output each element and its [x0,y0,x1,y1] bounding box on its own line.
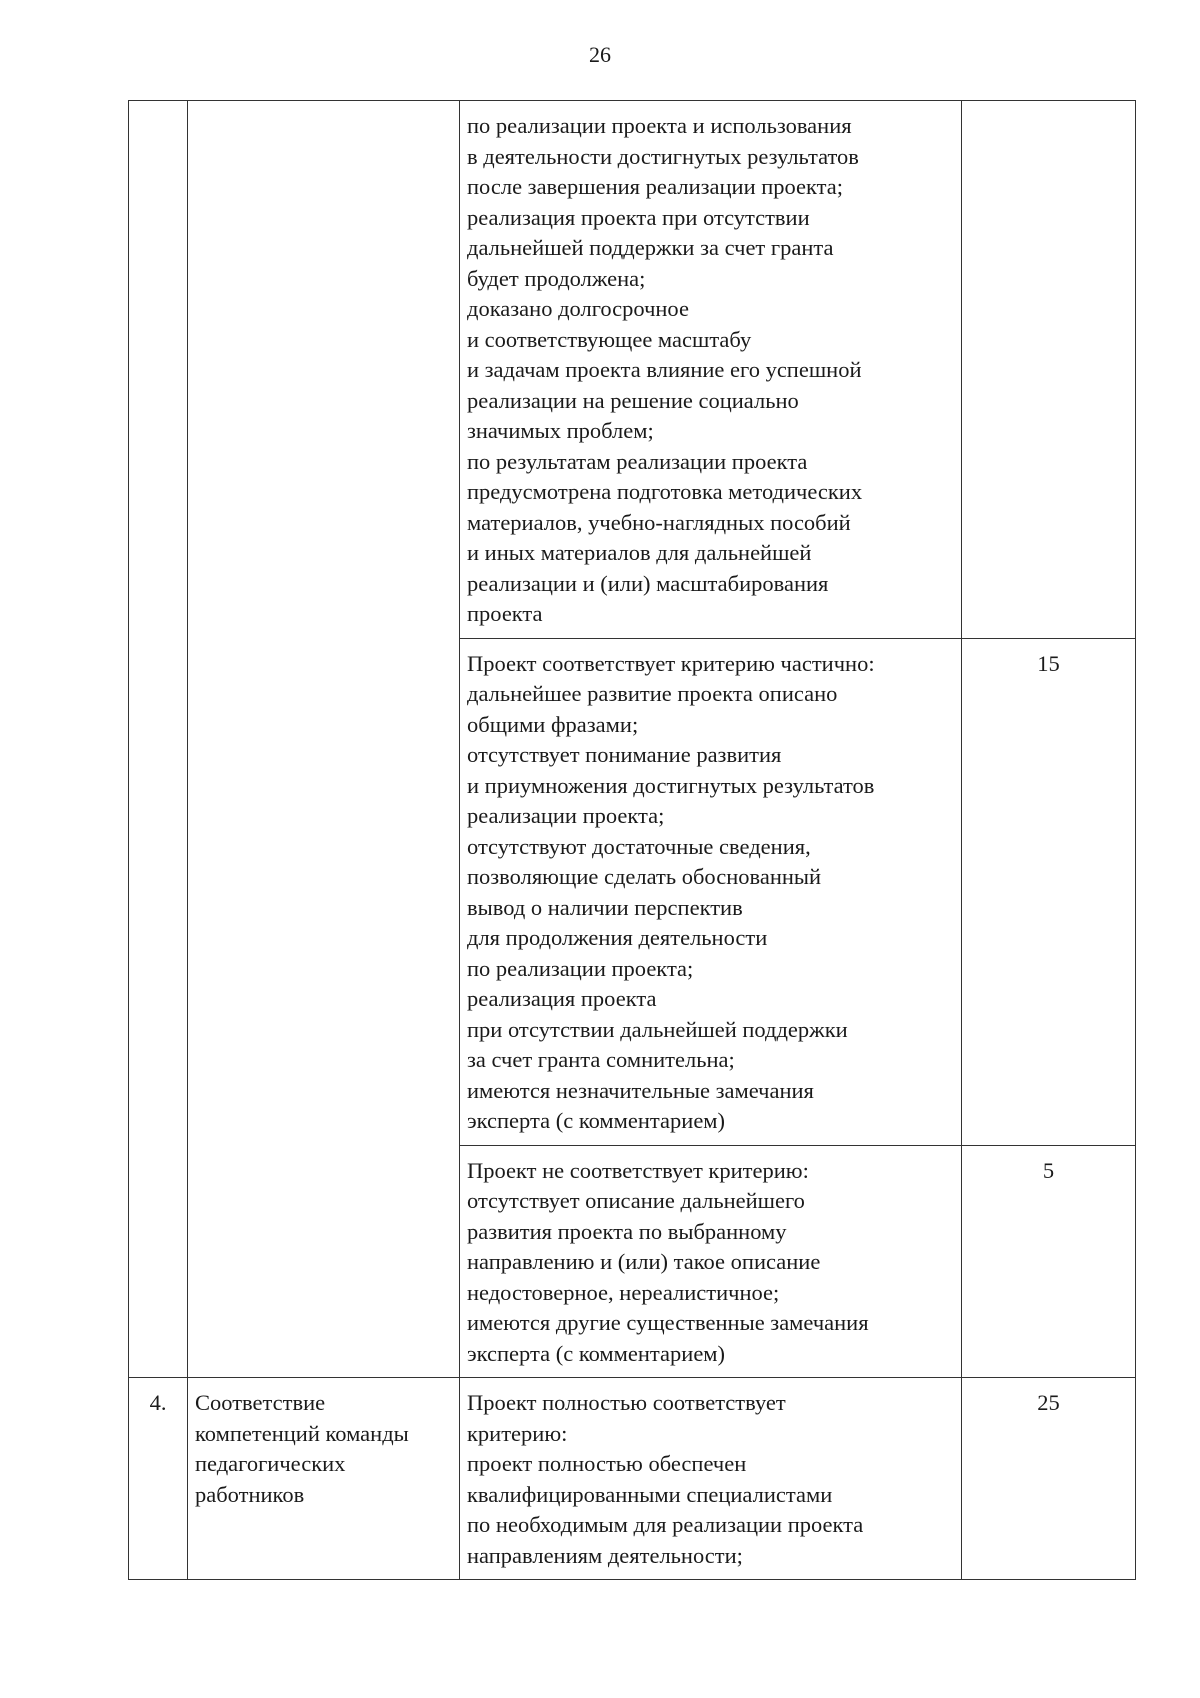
criterion-description-cell [460,638,962,1145]
text-line: будет продолжена; [467,265,646,291]
text-line: реализации проекта; [467,803,665,828]
text-line: и соответствующее масштабу [467,326,752,352]
score-cell: 15 [962,638,1136,1145]
text-line: материалов, учебно-наглядных пособий [467,509,851,535]
text-line: имеются незначительные замечания [467,1077,814,1103]
criterion-description-cell [460,1378,962,1580]
text-line: за счет гранта сомнительна; [467,1047,735,1072]
text-line: реализации и (или) масштабирования [467,570,829,596]
score-cell: 5 [962,1145,1136,1378]
text-line: общими фразами; [467,711,639,737]
criterion-name-cell [188,101,460,1378]
text-line: отсутствует описание дальнейшего [467,1188,805,1213]
text-line: Проект не соответствует критерию: [467,1157,809,1183]
text-line: по результатам реализации проекта [467,448,808,474]
text-line: квалифицированными специалистами [467,1481,833,1507]
text-line: и иных материалов для дальнейшей [467,540,812,565]
text-line: педагогических [195,1451,346,1476]
table-row [129,101,1136,639]
text-line: по реализации проекта и использования [467,113,852,138]
text-line: по необходимым для реализации проекта [467,1512,864,1537]
text-line: эксперта (с комментарием) [467,1108,726,1133]
text-line: для продолжения деятельности [467,925,768,950]
evaluation-criteria-table [128,100,1136,1580]
text-line: эксперта (с комментарием) [467,1340,726,1366]
text-line: по реализации проекта; [467,955,694,981]
text-line: компетенций команды [195,1420,409,1446]
criterion-name-cell [188,1378,460,1580]
text-line: и приумножения достигнутых результатов [467,772,875,798]
text-line: позволяющие сделать обоснованный [467,864,822,889]
text-line: при отсутствии дальнейшей поддержки [467,1016,848,1042]
text-line: реализации на решение социально [467,387,799,413]
text-line: работников [195,1481,305,1507]
row-number-cell: 4. [129,1378,188,1580]
page-number: 26 [589,42,611,67]
text-line: Проект полностью соответствует [467,1390,786,1415]
text-line: отсутствуют достаточные сведения, [467,833,811,859]
text-line: дальнейшей поддержки за счет гранта [467,235,834,260]
text-line: проекта [467,601,543,626]
text-line: Соответствие [195,1390,326,1415]
text-line: критерию: [467,1420,568,1446]
text-line: значимых проблем; [467,418,654,443]
score-cell [962,101,1136,639]
text-line: доказано долгосрочное [467,296,689,321]
score-cell: 25 [962,1378,1136,1580]
criterion-description-cell [460,101,962,639]
text-line: развития проекта по выбранному [467,1218,787,1244]
text-line: Проект соответствует критерию частично: [467,650,875,676]
table-row [129,1378,1136,1580]
text-line: отсутствует понимание развития [467,742,782,767]
row-number-cell [129,101,188,1378]
text-line: вывод о наличии перспектив [467,894,743,920]
text-line: направлениям деятельности; [467,1542,743,1568]
text-line: реализация проекта при отсутствии [467,204,810,230]
text-line: направлению и (или) такое описание [467,1249,821,1274]
text-line: после завершения реализации проекта; [467,174,844,199]
text-line: реализация проекта [467,986,657,1011]
text-line: предусмотрена подготовка методических [467,479,863,504]
text-line: недостоверное, нереалистичное; [467,1279,780,1305]
text-line: имеются другие существенные замечания [467,1310,869,1335]
text-line: дальнейшее развитие проекта описано [467,681,838,706]
text-line: и задачам проекта влияние его успешной [467,357,862,382]
criterion-description-cell [460,1145,962,1378]
text-line: в деятельности достигнутых результатов [467,143,859,169]
text-line: проект полностью обеспечен [467,1451,747,1476]
